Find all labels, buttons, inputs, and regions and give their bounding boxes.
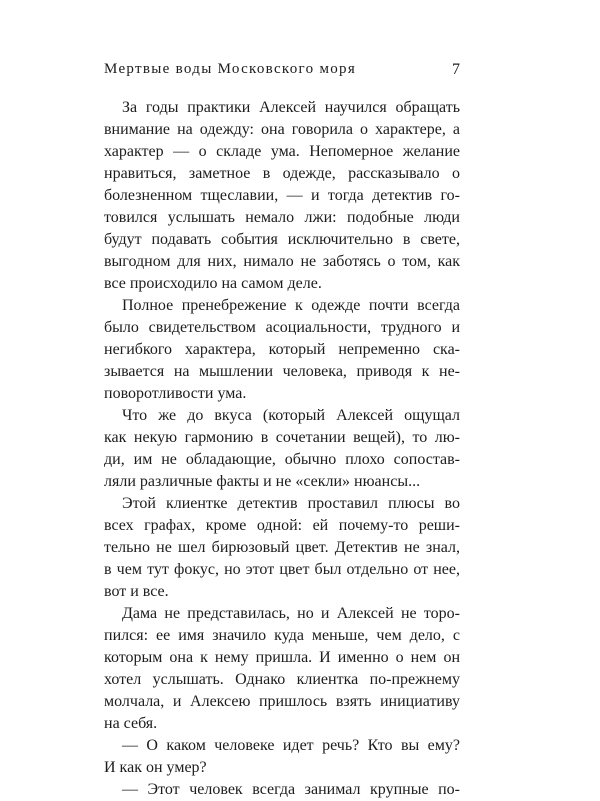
text-line: было свидетельством асоциальности, трудного и: [104, 319, 460, 336]
paragraph: [104, 735, 460, 779]
text-line: тельно не шел бирюзовый цвет. Детектив не знал,: [104, 539, 460, 556]
text-line: нравиться, заметное в одежде, рассказывало о: [104, 165, 460, 182]
text-line: Этой клиентке детектив проставил плюсы во: [122, 495, 460, 512]
text-line: И как он умер?: [104, 759, 207, 776]
text-line: которым она к нему пришла. И именно о нем он: [104, 649, 460, 666]
text-line: хотел услышать. Однако клиентка по-прежнему: [104, 671, 460, 688]
running-title: Мертвые воды Московского моря: [104, 61, 357, 77]
text-line: выгодном для них, нимало не заботясь о том, как: [104, 253, 460, 270]
paragraph: [104, 97, 460, 295]
text-line: внимание на одежду: она говорила о характере, а: [104, 121, 460, 138]
text-line: на себя.: [104, 715, 158, 732]
paragraph: [104, 603, 460, 735]
text-line: Что же до вкуса (который Алексей ощущал: [122, 407, 460, 424]
paragraph: [104, 493, 460, 603]
text-line: пился: ее имя значило куда меньше, чем дело, с: [104, 627, 460, 644]
text-line: зывается на мышлении человека, приводя к не-: [104, 363, 460, 380]
running-head: [104, 61, 460, 85]
paragraph: [104, 779, 460, 801]
text-line: товился услышать немало лжи: подобные люди: [104, 209, 460, 226]
paragraph: [104, 295, 460, 405]
text-line: негибкого характера, который непременно ска-: [104, 341, 460, 358]
text-line: молчала, и Алексею пришлось взять инициативу: [104, 693, 460, 710]
text-line: За годы практики Алексей научился обращать: [122, 99, 460, 116]
text-line: Дама не представилась, но и Алексей не торо-: [122, 605, 460, 622]
text-line: будут подавать события исключительно в свете,: [104, 231, 460, 248]
page-number: 7: [452, 61, 460, 78]
text-line: ди, им не обладающие, обычно плохо сопостав-: [104, 451, 460, 468]
text-line: в чем тут фокус, но этот цвет был отдельно от нее,: [104, 561, 460, 578]
paragraph: [104, 405, 460, 493]
text-line: вот и все.: [104, 583, 169, 600]
text-line: ляли различные факты и не «секли» нюансы...: [104, 473, 421, 490]
text-line: как некую гармонию в сочетании вещей), то лю-: [104, 429, 460, 446]
body-text: [104, 97, 460, 801]
text-line: характер — о складе ума. Непомерное желание: [104, 143, 460, 160]
text-line: все происходило на самом деле.: [104, 275, 322, 292]
text-line: болезненном тщеславии, — и тогда детектив го-: [104, 187, 460, 204]
text-line: всех графах, кроме одной: ей почему-то реши-: [104, 517, 460, 534]
text-line: Полное пренебрежение к одежде почти всегда: [122, 297, 460, 314]
text-line: — О каком человеке идет речь? Кто вы ему?: [122, 737, 460, 754]
text-line: — Этот человек всегда занимал крупные по-: [122, 781, 460, 798]
text-line: поворотливости ума.: [104, 385, 247, 402]
